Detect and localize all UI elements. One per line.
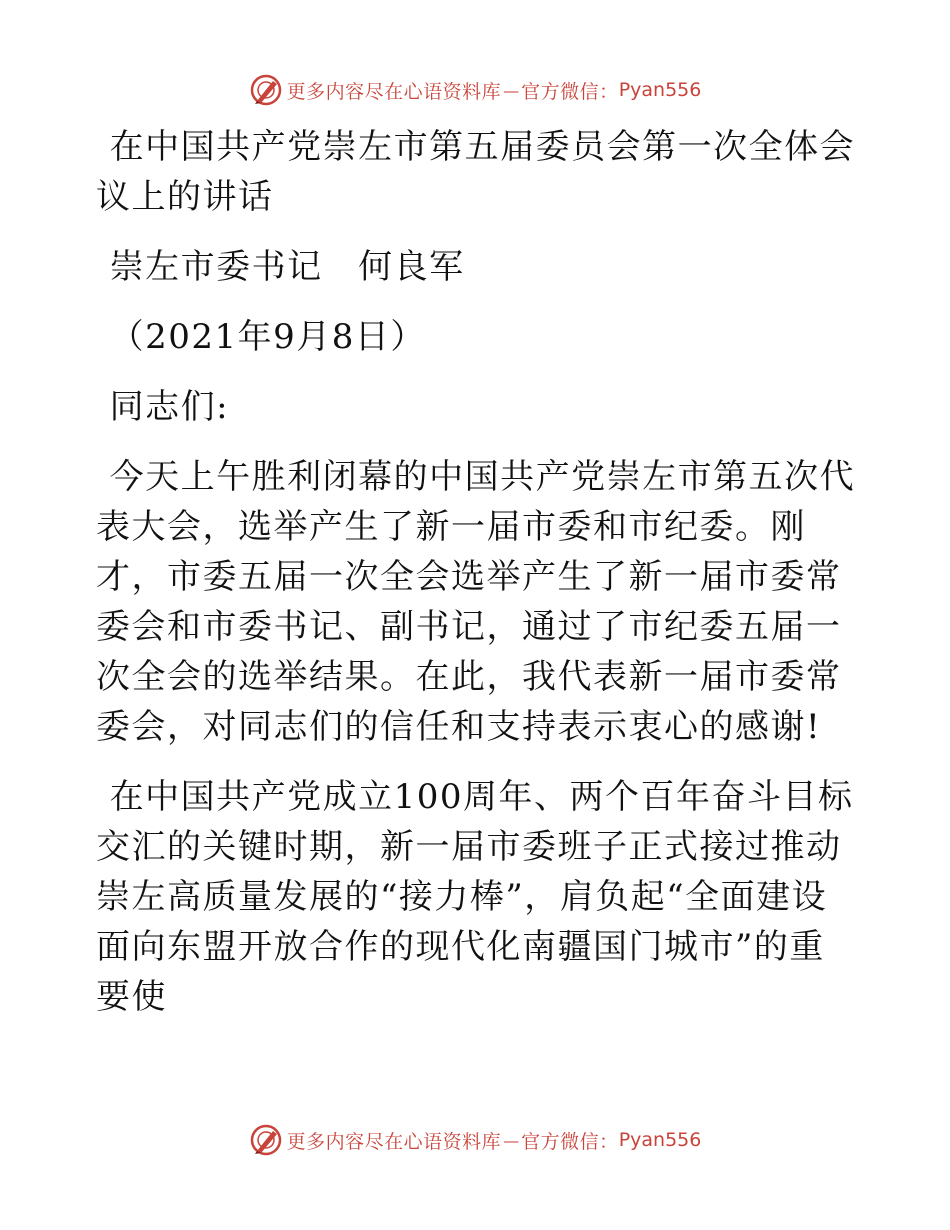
watermark-separator: — <box>503 80 520 100</box>
watermark-banner-bottom <box>0 1120 950 1160</box>
document-date: （2021年9月8日） <box>109 317 426 357</box>
watermark-banner-top <box>0 70 950 110</box>
document-body <box>96 122 856 1022</box>
document-salutation: 同志们: <box>109 387 230 427</box>
document-paragraph: 今天上午胜利闭幕的中国共产党崇左市第五次代表大会，选举产生了新一届市委和市纪委。刚才，市委五届一次全会选举产生了新一届市委常委会和市委书记、副书记，通过了市纪委五届一次全会的选举结果。在此，我代表新一届市委常委会，对同志们的信任和支持表示衷心的感谢! <box>96 457 856 747</box>
document-author: 崇左市委书记 何良军 <box>109 247 465 287</box>
watermark-separator: — <box>503 1130 520 1150</box>
document-title: 在中国共产党崇左市第五届委员会第一次全体会议上的讲话 <box>96 127 856 217</box>
watermark-wechat-id: Pyan556 <box>618 79 702 101</box>
watermark-site-text: 更多内容尽在心语资料库 <box>286 1130 502 1153</box>
watermark-wechat-id: Pyan556 <box>618 1129 702 1151</box>
watermark-site-text: 更多内容尽在心语资料库 <box>286 80 502 103</box>
watermark-wechat-label: 官方微信： <box>521 80 619 103</box>
document-paragraph: 在中国共产党成立100周年、两个百年奋斗目标交汇的关键时期，新一届市委班子正式接过推动崇左高质量发展的“接力棒”，肩负起“全面建设面向东盟开放合作的现代化南疆国门城市”的重要使 <box>96 777 854 1017</box>
pen-logo-icon <box>249 73 283 107</box>
watermark-wechat-label: 官方微信： <box>521 1130 619 1153</box>
pen-logo-icon <box>249 1123 283 1157</box>
